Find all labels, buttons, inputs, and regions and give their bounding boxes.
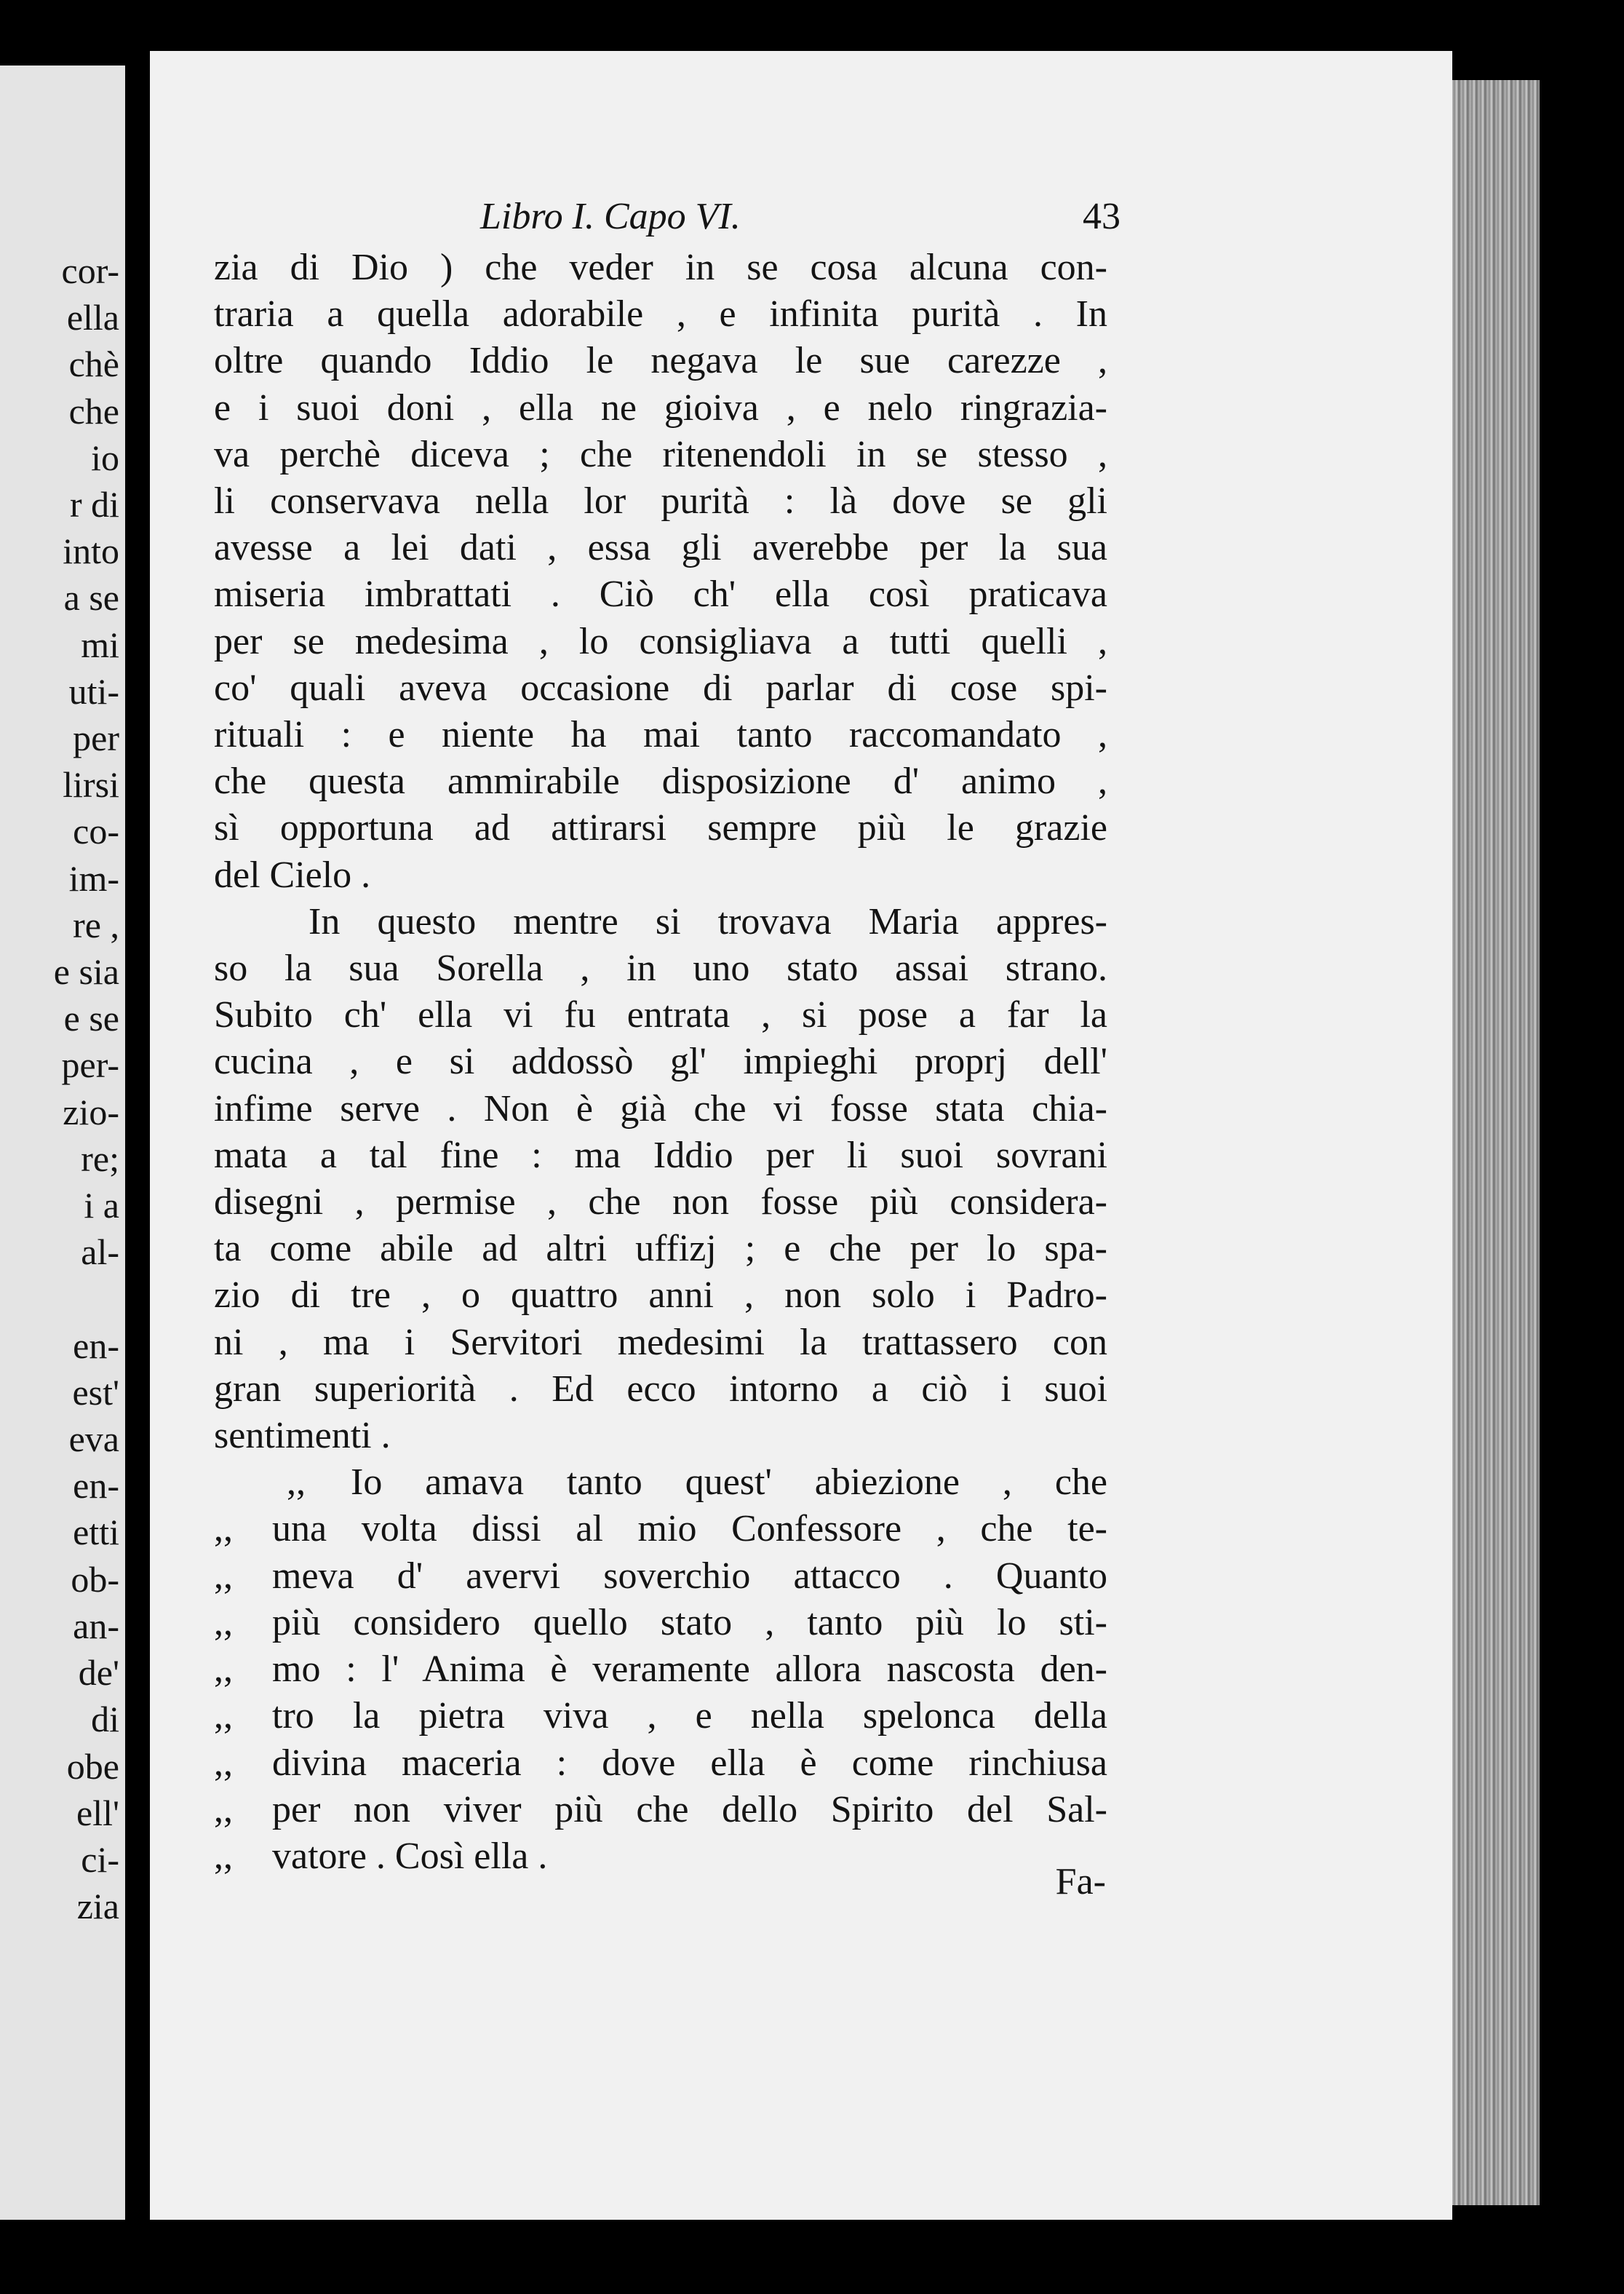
text-line-content: so la sua Sorella , in uno stato assai strano. bbox=[214, 948, 1107, 990]
left-page-line: e sia bbox=[53, 951, 119, 993]
text-line bbox=[214, 1506, 1107, 1552]
text-line-content: sì opportuna ad attirarsi sempre più le grazie bbox=[214, 807, 1107, 849]
text-line bbox=[214, 1226, 1107, 1272]
left-page-line: chè bbox=[68, 344, 119, 385]
quote-mark: ,, bbox=[214, 1742, 233, 1784]
text-line bbox=[214, 1366, 1107, 1413]
page-header bbox=[480, 195, 1121, 242]
left-page-line: r di bbox=[69, 484, 119, 525]
left-page-line: en- bbox=[73, 1465, 119, 1507]
text-line bbox=[214, 992, 1107, 1039]
left-page-line: obe bbox=[66, 1745, 119, 1787]
text-line bbox=[214, 1600, 1107, 1646]
text-line bbox=[214, 1646, 1107, 1693]
text-line-content: li conservava nella lor purità : là dove se gli bbox=[214, 480, 1107, 523]
text-line-content: ni , ma i Servitori medesimi la trattassero con bbox=[214, 1321, 1107, 1363]
left-page-line: im- bbox=[68, 857, 119, 899]
text-line-content: co' quali aveva occasione di parlar di cose spi- bbox=[214, 667, 1107, 709]
running-title: Libro I. Capo VI. bbox=[480, 196, 741, 237]
left-page-line: de' bbox=[78, 1652, 119, 1694]
catchword: Fa- bbox=[1055, 1861, 1106, 1902]
text-line bbox=[214, 1693, 1107, 1739]
text-line-content: va perchè diceva ; che ritenendoli in se stesso , bbox=[214, 433, 1107, 475]
text-line bbox=[214, 385, 1107, 432]
left-page-fragment bbox=[0, 66, 125, 2220]
text-line bbox=[214, 945, 1107, 992]
text-line bbox=[214, 852, 1107, 899]
text-line-content: più considero quello stato , tanto più lo sti- bbox=[272, 1601, 1107, 1643]
text-line-content: avesse a lei dati , essa gli averebbe per la sua bbox=[214, 527, 1107, 569]
text-line-content: oltre quando Iddio le negava le sue carezze , bbox=[214, 340, 1107, 382]
left-page-line: mi bbox=[81, 624, 119, 665]
text-line-content: Subito ch' ella vi fu entrata , si pose a far la bbox=[214, 994, 1107, 1036]
text-line bbox=[214, 1039, 1107, 1085]
text-line-content: zia di Dio ) che veder in se cosa alcuna con- bbox=[214, 247, 1107, 288]
text-line bbox=[214, 1459, 1107, 1506]
book-gutter bbox=[125, 0, 150, 2294]
page-fore-edge bbox=[1452, 80, 1540, 2205]
left-page-line: di bbox=[91, 1699, 119, 1740]
left-page-line: lirsi bbox=[63, 764, 119, 806]
left-page-line: est' bbox=[72, 1371, 119, 1413]
text-line bbox=[214, 291, 1107, 338]
quote-mark: ,, bbox=[214, 1648, 233, 1691]
left-page-line: e se bbox=[63, 998, 119, 1039]
left-page-line: ob- bbox=[71, 1558, 119, 1600]
text-line-content: e i suoi doni , ella ne gioiva , e nelo ringrazia- bbox=[214, 386, 1107, 429]
body-text bbox=[214, 245, 1107, 1880]
text-line-content: cucina , e si addossò gl' impieghi proprj dell' bbox=[214, 1041, 1107, 1083]
text-line bbox=[214, 805, 1107, 852]
text-line-content: divina maceria : dove ella è come rinchiusa bbox=[272, 1742, 1107, 1784]
text-line-content: infime serve . Non è già che vi fosse stata chia- bbox=[214, 1087, 1107, 1130]
left-page-line: co- bbox=[73, 811, 119, 852]
text-line bbox=[214, 1787, 1107, 1833]
quote-mark: ,, bbox=[214, 1695, 233, 1737]
text-line-content: ta come abile ad altri uffizj ; e che per lo spa- bbox=[214, 1228, 1107, 1270]
text-line bbox=[214, 1553, 1107, 1600]
text-line bbox=[214, 338, 1107, 384]
text-line bbox=[214, 619, 1107, 665]
left-page-line: uti- bbox=[68, 670, 119, 712]
left-page-line-ends bbox=[54, 247, 119, 1929]
text-line bbox=[214, 1179, 1107, 1226]
text-line-content: In questo mentre si trovava Maria appres- bbox=[309, 900, 1107, 942]
text-line-content: mo : l' Anima è veramente allora nascosta den- bbox=[272, 1648, 1107, 1691]
text-line bbox=[214, 665, 1107, 712]
left-page-line: ell' bbox=[76, 1792, 119, 1833]
text-line bbox=[214, 571, 1107, 618]
text-line bbox=[214, 712, 1107, 758]
text-line bbox=[214, 899, 1107, 945]
left-page-line: ella bbox=[66, 297, 119, 338]
text-line bbox=[214, 525, 1107, 571]
text-line-content: mata a tal fine : ma Iddio per li suoi sovrani bbox=[214, 1134, 1107, 1176]
text-line-content: sentimenti . bbox=[214, 1415, 391, 1457]
page-number: 43 bbox=[1083, 196, 1121, 237]
text-line bbox=[214, 1272, 1107, 1319]
quote-mark: ,, bbox=[214, 1835, 233, 1877]
text-line bbox=[214, 1833, 1107, 1880]
text-line bbox=[214, 758, 1107, 805]
text-line-content: tro la pietra viva , e nella spelonca della bbox=[272, 1695, 1107, 1737]
text-line bbox=[214, 1086, 1107, 1132]
left-page-line: re; bbox=[81, 1138, 119, 1179]
text-line bbox=[214, 432, 1107, 478]
text-line bbox=[214, 1132, 1107, 1179]
left-page-line: etti bbox=[73, 1512, 119, 1553]
text-line-content: che questa ammirabile disposizione d' animo , bbox=[214, 761, 1107, 803]
left-page-line: cor- bbox=[61, 250, 119, 291]
text-line-content: meva d' avervi soverchio attacco . Quanto bbox=[272, 1555, 1107, 1597]
quote-mark: ,, bbox=[214, 1555, 233, 1597]
text-line-content: rituali : e niente ha mai tanto raccomandato , bbox=[214, 714, 1107, 756]
quote-mark: ,, bbox=[287, 1461, 306, 1504]
left-page-line: i a bbox=[84, 1185, 119, 1226]
text-line-content: del Cielo . bbox=[214, 854, 371, 896]
text-line-content: disegni , permise , che non fosse più considera- bbox=[214, 1181, 1107, 1223]
text-line-content: una volta dissi al mio Confessore , che te- bbox=[272, 1508, 1107, 1550]
left-page-line: eva bbox=[68, 1418, 119, 1460]
text-line-content: miseria imbrattati . Ciò ch' ella così praticava bbox=[214, 574, 1107, 616]
text-line bbox=[214, 1740, 1107, 1787]
text-line-content: gran superiorità . Ed ecco intorno a ciò i suoi bbox=[214, 1368, 1107, 1410]
left-page-line: an- bbox=[73, 1605, 119, 1646]
text-line bbox=[214, 1413, 1107, 1459]
left-page-line: per- bbox=[61, 1044, 119, 1086]
left-page-line: a se bbox=[63, 577, 119, 619]
text-line bbox=[214, 245, 1107, 291]
left-page-line: zia bbox=[76, 1886, 119, 1927]
left-page-line: che bbox=[68, 390, 119, 432]
text-line bbox=[214, 1319, 1107, 1366]
text-line-content: per non viver più che dello Spirito del Sal- bbox=[272, 1788, 1107, 1830]
left-page-line: per bbox=[73, 718, 119, 759]
text-line-content: traria a quella adorabile , e infinita purità . In bbox=[214, 293, 1107, 336]
left-page-line: zio- bbox=[63, 1091, 119, 1132]
text-line-content: per se medesima , lo consigliava a tutti quelli , bbox=[214, 620, 1107, 662]
left-page-line: ci- bbox=[81, 1838, 119, 1880]
text-line-content: zio di tre , o quattro anni , non solo i Padro- bbox=[214, 1274, 1107, 1317]
quote-mark: ,, bbox=[214, 1788, 233, 1830]
text-line bbox=[214, 478, 1107, 525]
left-page-line: al- bbox=[81, 1231, 119, 1273]
left-page-line: re , bbox=[73, 904, 119, 945]
text-line-content: Io amava tanto quest' abiezione , che bbox=[351, 1461, 1107, 1504]
quote-mark: ,, bbox=[214, 1508, 233, 1550]
quote-mark: ,, bbox=[214, 1601, 233, 1643]
text-line-content: vatore . Così ella . bbox=[272, 1835, 548, 1877]
left-page-line: en- bbox=[73, 1325, 119, 1366]
left-page-line: io bbox=[91, 437, 119, 478]
left-page-line: into bbox=[63, 531, 119, 572]
left-page-line bbox=[54, 1275, 119, 1322]
